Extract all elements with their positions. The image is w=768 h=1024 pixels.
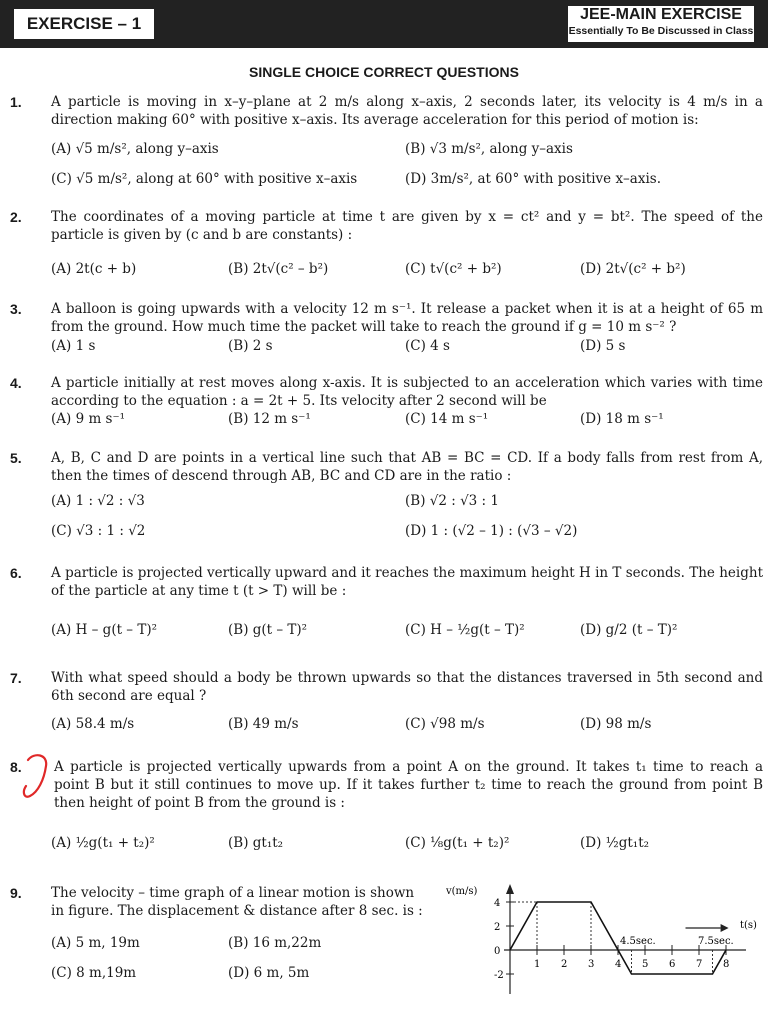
question-number: 3. [10, 301, 22, 317]
x-tick-label: 7 [696, 959, 703, 970]
question-number: 6. [10, 565, 22, 581]
option-c: (C) 4 s [405, 338, 450, 354]
header-right-box [568, 6, 754, 42]
option-a: (A) 2t(c + b) [51, 261, 137, 277]
question-number: 9. [10, 885, 22, 901]
option-b: (B) gt₁t₂ [228, 835, 284, 851]
option-b: (B) √2 : √3 : 1 [405, 493, 499, 509]
question-number: 2. [10, 209, 22, 225]
x-tick-label: 5 [642, 959, 649, 970]
header-bar [0, 0, 768, 48]
option-a: (A) √5 m/s², along y–axis [51, 141, 219, 157]
option-c: (C) √3 : 1 : √2 [51, 523, 146, 539]
option-b: (B) 2t√(c² – b²) [228, 261, 329, 277]
option-d: (D) 1 : (√2 – 1) : (√3 – √2) [405, 523, 578, 539]
option-c: (C) 14 m s⁻¹ [405, 411, 489, 427]
question-text: A particle initially at rest moves along x-axis. It is subjected to an acceleration which varies with time according to the equation : a = 2t + 5. Its velocity after 2 second will be [51, 375, 763, 409]
question-number: 8. [10, 759, 22, 775]
question-text: With what speed should a body be thrown upwards so that the distances traversed in 5th second and 6th second are equal ? [51, 670, 763, 704]
question-text: The velocity – time graph of a linear motion is shown in figure. The displacement & distance after 8 sec. is : [51, 885, 423, 919]
option-d: (D) 98 m/s [580, 716, 652, 732]
option-d: (D) 18 m s⁻¹ [580, 411, 664, 427]
section-title: SINGLE CHOICE CORRECT QUESTIONS [249, 64, 519, 80]
option-b: (B) 12 m s⁻¹ [228, 411, 311, 427]
option-d: (D) 2t√(c² + b²) [580, 261, 686, 277]
y-axis-label: v(m/s) [446, 886, 478, 897]
option-b: (B) 16 m,22m [228, 935, 322, 951]
x-tick-label: 6 [669, 959, 676, 970]
option-d: (D) 6 m, 5m [228, 965, 310, 981]
question-text: A particle is moving in x–y–plane at 2 m/s along x–axis, 2 seconds later, its velocity is 4 m/s in a direction making 60° with positive x–axis. Its average acceleration for this period of motion is: [51, 94, 763, 128]
option-c: (C) H – ½g(t – T)² [405, 622, 525, 638]
option-b: (B) √3 m/s², along y–axis [405, 141, 573, 157]
option-c: (C) t√(c² + b²) [405, 261, 502, 277]
annotation-4-5sec: 4.5sec. [620, 936, 656, 947]
y-tick-label: 4 [494, 898, 501, 909]
option-a: (A) 1 s [51, 338, 96, 354]
option-c: (C) √98 m/s [405, 716, 485, 732]
x-direction-arrow-icon [721, 924, 729, 932]
handwritten-mark-icon [20, 752, 52, 802]
option-d: (D) ½gt₁t₂ [580, 835, 650, 851]
y-axis-arrow-icon [506, 884, 514, 894]
option-c: (C) ⅛g(t₁ + t₂)² [405, 835, 510, 851]
question-number: 7. [10, 670, 22, 686]
question-number: 5. [10, 450, 22, 466]
question-text: A particle is projected vertically upward and it reaches the maximum height H in T seconds. The height of the particle at any time t (t > T) will be : [51, 565, 763, 599]
x-axis-label: t(s) [740, 920, 757, 931]
option-a: (A) ½g(t₁ + t₂)² [51, 835, 155, 851]
x-tick-label: 3 [588, 959, 595, 970]
option-a: (A) H – g(t – T)² [51, 622, 158, 638]
option-b: (B) g(t – T)² [228, 622, 308, 638]
option-b: (B) 49 m/s [228, 716, 299, 732]
question-number: 1. [10, 94, 22, 110]
option-b: (B) 2 s [228, 338, 273, 354]
option-d: (D) g/2 (t – T)² [580, 622, 678, 638]
y-tick-label: 0 [494, 946, 501, 957]
question-text: A, B, C and D are points in a vertical line such that AB = BC = CD. If a body falls from rest from A, then the times of descend through AB, BC and CD are in the ratio : [51, 450, 763, 484]
option-a: (A) 5 m, 19m [51, 935, 140, 951]
option-d: (D) 5 s [580, 338, 626, 354]
option-a: (A) 9 m s⁻¹ [51, 411, 126, 427]
exercise-label: EXERCISE – 1 [14, 9, 154, 39]
header-subtitle: Essentially To Be Discussed in Class [568, 25, 754, 37]
x-tick-label: 8 [723, 959, 730, 970]
y-tick-label: 2 [494, 922, 501, 933]
question-text: A balloon is going upwards with a velocity 12 m s⁻¹. It release a packet when it is at a height of 65 m from the ground. How much time the packet will take to reach the ground if g = 10 m s⁻² ? [51, 301, 763, 335]
option-d: (D) 3m/s², at 60° with positive x–axis. [405, 171, 662, 187]
velocity-time-graph [446, 880, 762, 1020]
question-text: A particle is projected vertically upwards from a point A on the ground. It takes t₁ time to reach a point B but it still continues to move up. If it takes further t₂ time to reach the ground from point B then height of point B from the ground is : [54, 759, 763, 811]
question-number: 4. [10, 375, 22, 391]
annotation-7-5sec: 7.5sec. [698, 936, 734, 947]
option-c: (C) 8 m,19m [51, 965, 137, 981]
option-a: (A) 1 : √2 : √3 [51, 493, 145, 509]
x-tick-label: 1 [534, 959, 541, 970]
question-text: The coordinates of a moving particle at time t are given by x = ct² and y = bt². The speed of the particle is given by (c and b are constants) : [51, 209, 763, 243]
y-tick-label: -2 [494, 970, 504, 981]
option-a: (A) 58.4 m/s [51, 716, 135, 732]
header-title: JEE-MAIN EXERCISE [580, 6, 742, 23]
option-c: (C) √5 m/s², along at 60° with positive x–axis [51, 171, 358, 187]
x-tick-label: 4 [615, 959, 622, 970]
x-tick-label: 2 [561, 959, 568, 970]
